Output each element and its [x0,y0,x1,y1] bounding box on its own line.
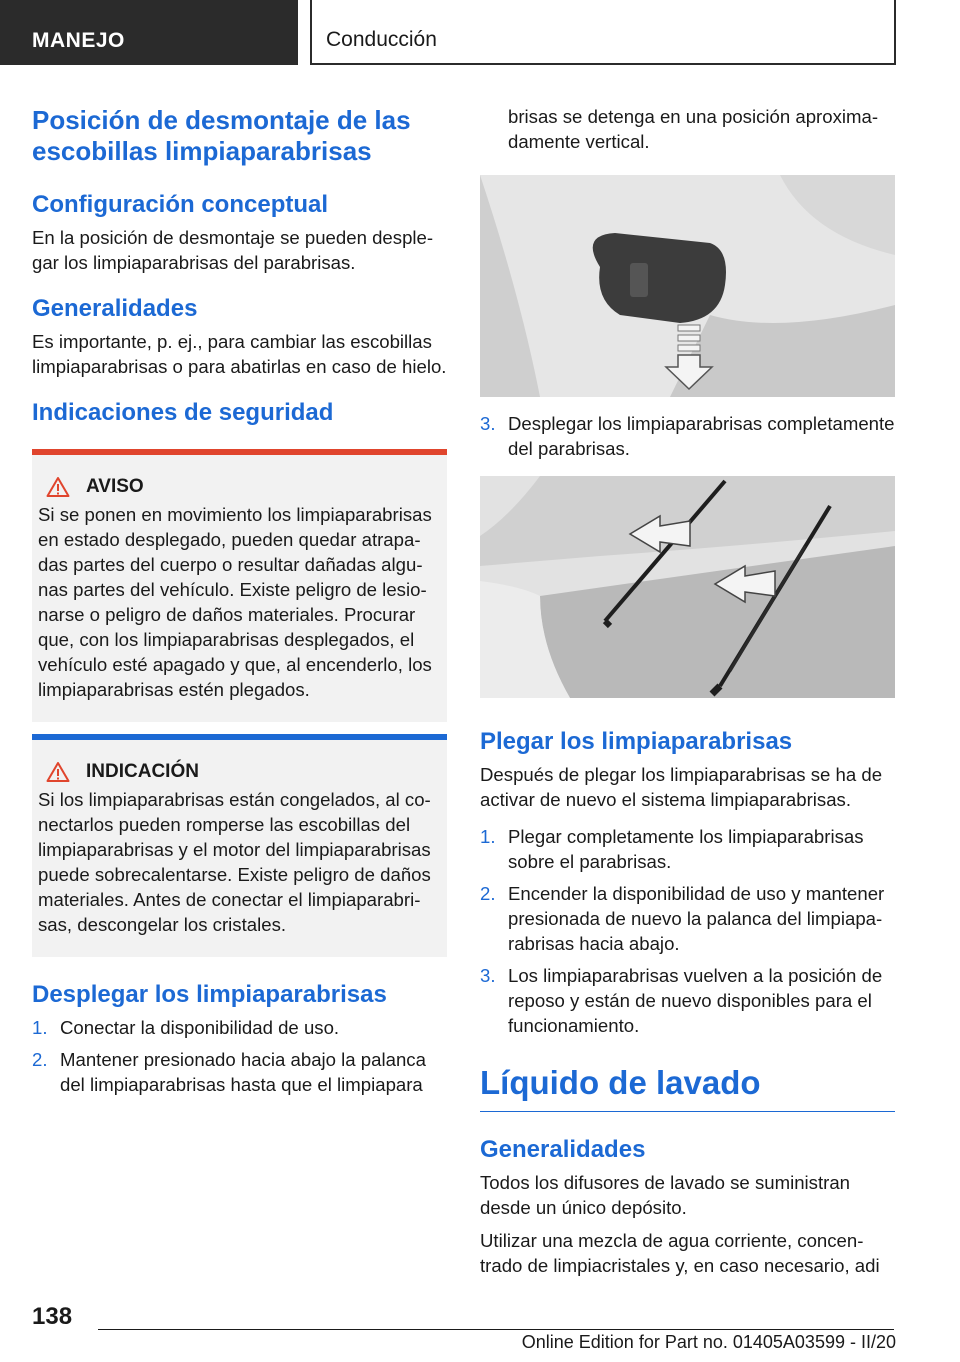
footer-edition: Online Edition for Part no. 01405A03599 - II/20 [521,1332,896,1352]
notice-title: INDICACIÓN [38,761,437,783]
washer-subheading: Generalidades [480,1136,646,1163]
unfold-heading: Desplegar los limpiaparabrisas [32,981,387,1008]
washer-heading: Líquido de lavado [480,1064,761,1101]
washer-text-1: Todos los difusores de lavado se suministran desde un único depósito. [480,1172,851,1218]
warning-title: AVISO [38,476,437,498]
list-item: 1. Plegar completamente los limpiaparabrisas sobre el parabrisas. [480,826,864,872]
list-item: 2. Encender la disponibilidad de uso y mantener presionada de nuevo la palanca del limpiaparabrisas hacia abajo. [480,883,885,954]
fold-text: Después de plegar los limpiaparabrisas se ha de activar de nuevo el sistema limpiaparabrisas. [480,764,883,810]
left-column [32,98,447,1104]
concept-heading: Configuración conceptual [32,191,329,218]
footer-rule [98,1329,894,1330]
washer-text-2: Utilizar una mezcla de agua corriente, concentrado de limpiacristales y, en caso necesario, adi [480,1230,880,1276]
section-title: Posición de desmontaje de las escobillas limpiaparabrisas [32,105,411,166]
warning-box [32,449,447,722]
right-column [480,98,895,1278]
page-number: 138 [32,1303,73,1330]
safety-heading: Indicaciones de seguridad [32,399,334,426]
list-item: 3. Los limpiaparabrisas vuelven a la posición de reposo y están de nuevo disponibles para el funcionamiento. [480,965,883,1036]
list-item-continuation: brisas se detenga en una posición aproximadamente vertical. [508,106,879,152]
notice-text: Si los limpiaparabrisas están congelados, al conectarlos pueden romperse las escobillas del limpiaparabrisas y el motor del limpiaparabrisas puede sobrecalentarse. Existe peligro de daños materiales. Antes de conectar el limpiaparabrisas, descongelar los cristales. [38,789,431,935]
section-tab [0,0,298,65]
windshield-wiper-figure [480,476,895,698]
concept-text: En la posición de desmontaje se pueden desplegar los limpiaparabrisas del parabrisas. [32,227,434,273]
list-item: 3. Desplegar los limpiaparabrisas completamente del parabrisas. [480,413,895,459]
list-item: 1. Conectar la disponibilidad de uso. [32,1017,340,1038]
chapter-label: Conducción [326,28,437,51]
warning-icon [46,476,70,498]
section-label: MANEJO [32,29,125,52]
fold-heading: Plegar los limpiaparabrisas [480,728,793,755]
warning-text: Si se ponen en movimiento los limpiaparabrisas en estado desplegado, pueden quedar atrapadas partes del cuerpo o resultar dañadas algunas partes del vehículo. Existe peligro de lesionarse o peligro de daños materiales. Procurar que, con los limpiaparabrisas desplegados, el vehículo esté apagado y que, al encenderlo, los limpiaparabrisas estén plegados. [38,504,432,700]
notice-box [32,734,447,957]
warning-icon [46,761,70,783]
general-heading: Generalidades [32,295,198,322]
list-item: 2. Mantener presionado hacia abajo la palanca del limpiaparabrisas hasta que el limpiapara [32,1049,426,1095]
chapter-tab [310,0,896,65]
wiper-lever-figure [480,175,895,397]
general-text: Es importante, p. ej., para cambiar las escobillas limpiaparabrisas o para abatirlas en caso de hielo. [32,331,447,377]
